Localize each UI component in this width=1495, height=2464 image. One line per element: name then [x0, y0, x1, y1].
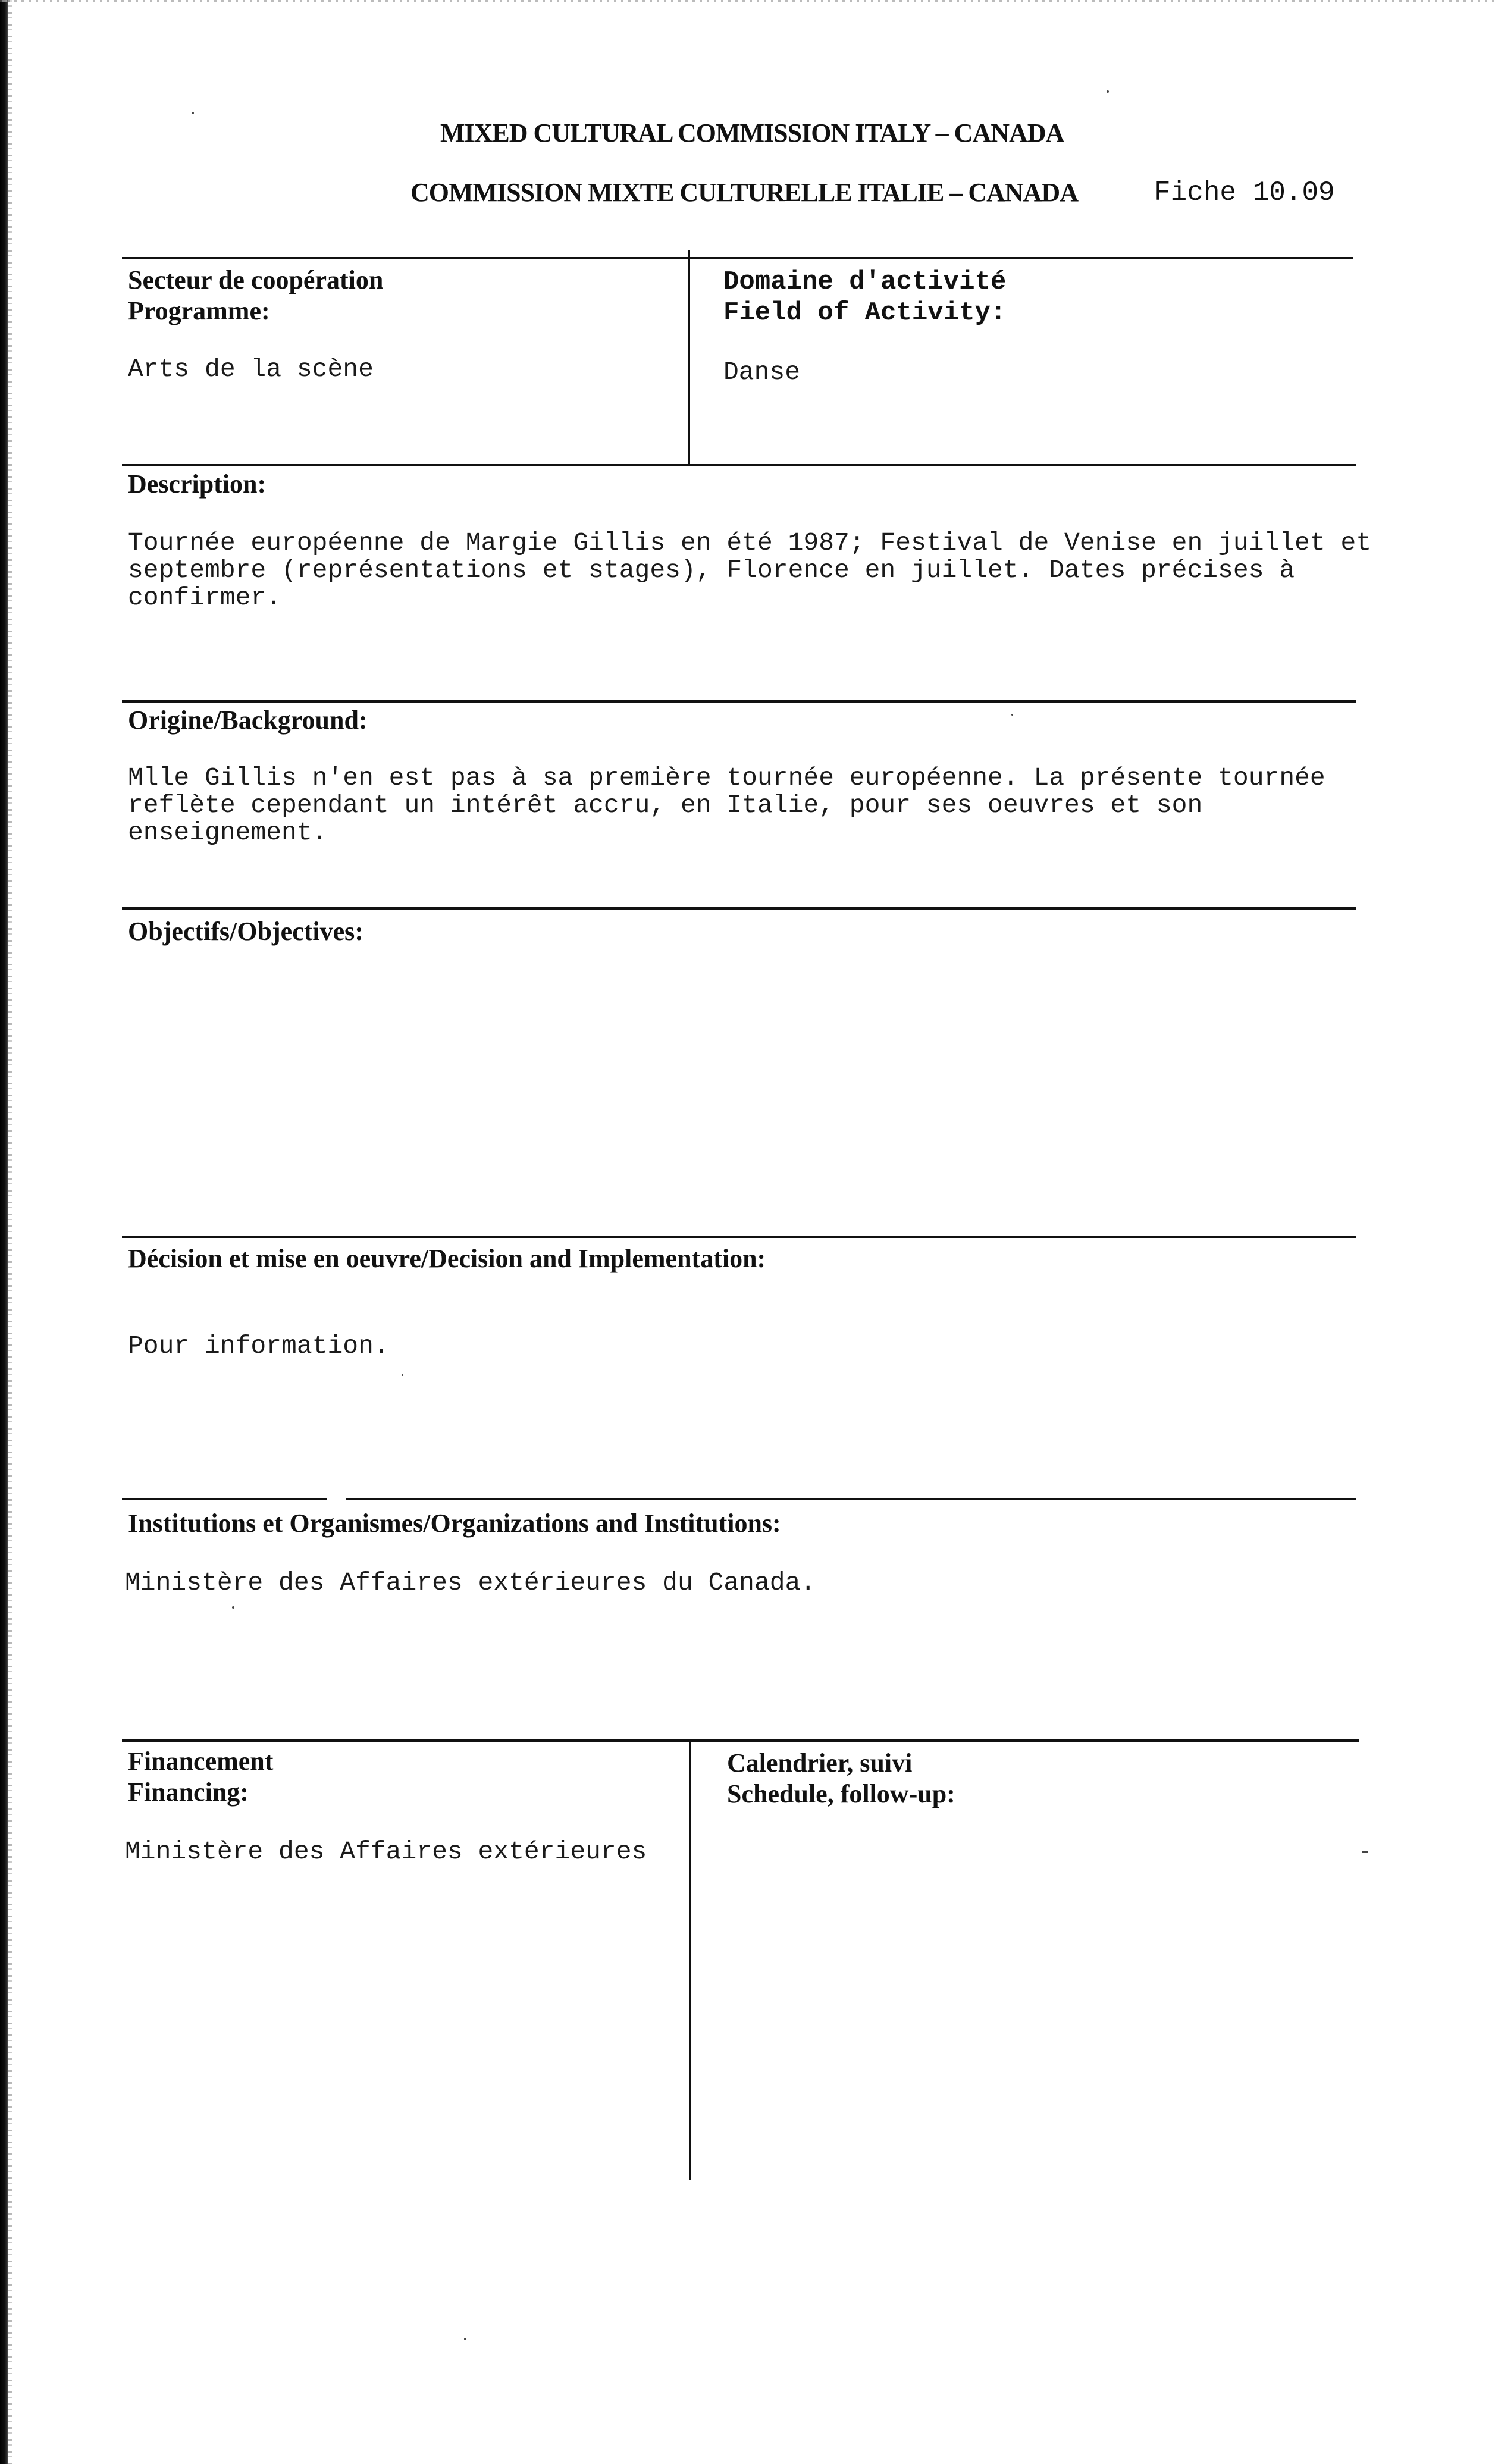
rule-vertical-bottom — [689, 1739, 691, 2180]
commission-title-french: COMMISSION MIXTE CULTURELLE ITALIE – CANADA — [410, 178, 1078, 207]
origine-label: Origine/Background: — [128, 706, 368, 735]
calendrier-label-line-2: Schedule, follow-up: — [727, 1779, 955, 1808]
scan-binding-edge — [0, 0, 8, 2464]
scan-speck — [1107, 90, 1109, 93]
domaine-label-line-2: Field of Activity: — [723, 298, 1007, 328]
decision-value: Pour information. — [128, 1331, 389, 1360]
calendrier-label — [727, 1748, 955, 1810]
financement-label-line-2: Financing: — [128, 1778, 249, 1807]
scan-speck — [1011, 714, 1013, 716]
institutions-label: Institutions et Organismes/Organizations and Institutions: — [128, 1509, 781, 1538]
domaine-value: Danse — [723, 358, 801, 387]
rule-institutions-right — [346, 1498, 1356, 1500]
rule-decision — [122, 1236, 1356, 1238]
secteur-label-line-1: Secteur de coopération — [128, 265, 384, 294]
objectifs-label: Objectifs/Objectives: — [128, 917, 363, 946]
rule-bottom — [122, 1739, 1359, 1742]
scan-speck — [402, 1374, 403, 1376]
calendrier-label-line-1: Calendrier, suivi — [727, 1748, 913, 1778]
decision-label: Décision et mise en oeuvre/Decision and Implementation: — [128, 1244, 766, 1273]
description-line: confirmer. — [128, 583, 282, 612]
scan-speck — [232, 1606, 234, 1609]
commission-title-english: MIXED CULTURAL COMMISSION ITALY – CANADA — [440, 118, 1064, 148]
scan-top-edge — [0, 0, 1495, 2]
domaine-label — [723, 267, 1006, 328]
fiche-number: Fiche 10.09 — [1154, 177, 1335, 208]
rule-objectifs — [122, 907, 1356, 910]
rule-institutions-left — [122, 1498, 327, 1500]
rule-description — [122, 464, 1356, 466]
origine-line: enseignement. — [128, 818, 328, 847]
origine-text — [128, 764, 1325, 847]
rule-top — [122, 257, 1353, 259]
description-label: Description: — [128, 469, 267, 499]
origine-line: reflète cependant un intérêt accru, en Italie, pour ses oeuvres et son — [128, 791, 1203, 820]
financement-label — [128, 1746, 273, 1808]
scan-speck — [192, 112, 194, 114]
scan-speck — [1362, 1851, 1368, 1853]
description-line: septembre (représentations et stages), Florence en juillet. Dates précises à — [128, 556, 1295, 585]
domaine-label-line-1: Domaine d'activité — [723, 267, 1007, 297]
description-line: Tournée européenne de Margie Gillis en été 1987; Festival de Venise en juillet et — [128, 528, 1372, 557]
description-text — [128, 529, 1371, 612]
origine-line: Mlle Gillis n'en est pas à sa première tournée européenne. La présente tournée — [128, 763, 1325, 792]
rule-origine — [122, 700, 1356, 703]
scan-speck — [464, 2338, 466, 2340]
financement-value: Ministère des Affaires extérieures — [125, 1837, 647, 1866]
secteur-value: Arts de la scène — [128, 355, 374, 384]
institutions-value: Ministère des Affaires extérieures du Canada. — [125, 1568, 816, 1597]
secteur-label — [128, 265, 383, 327]
financement-label-line-1: Financement — [128, 1747, 274, 1776]
secteur-label-line-2: Programme: — [128, 296, 270, 325]
rule-vertical-top — [688, 250, 690, 464]
scan-binding-speckle — [8, 0, 12, 2464]
